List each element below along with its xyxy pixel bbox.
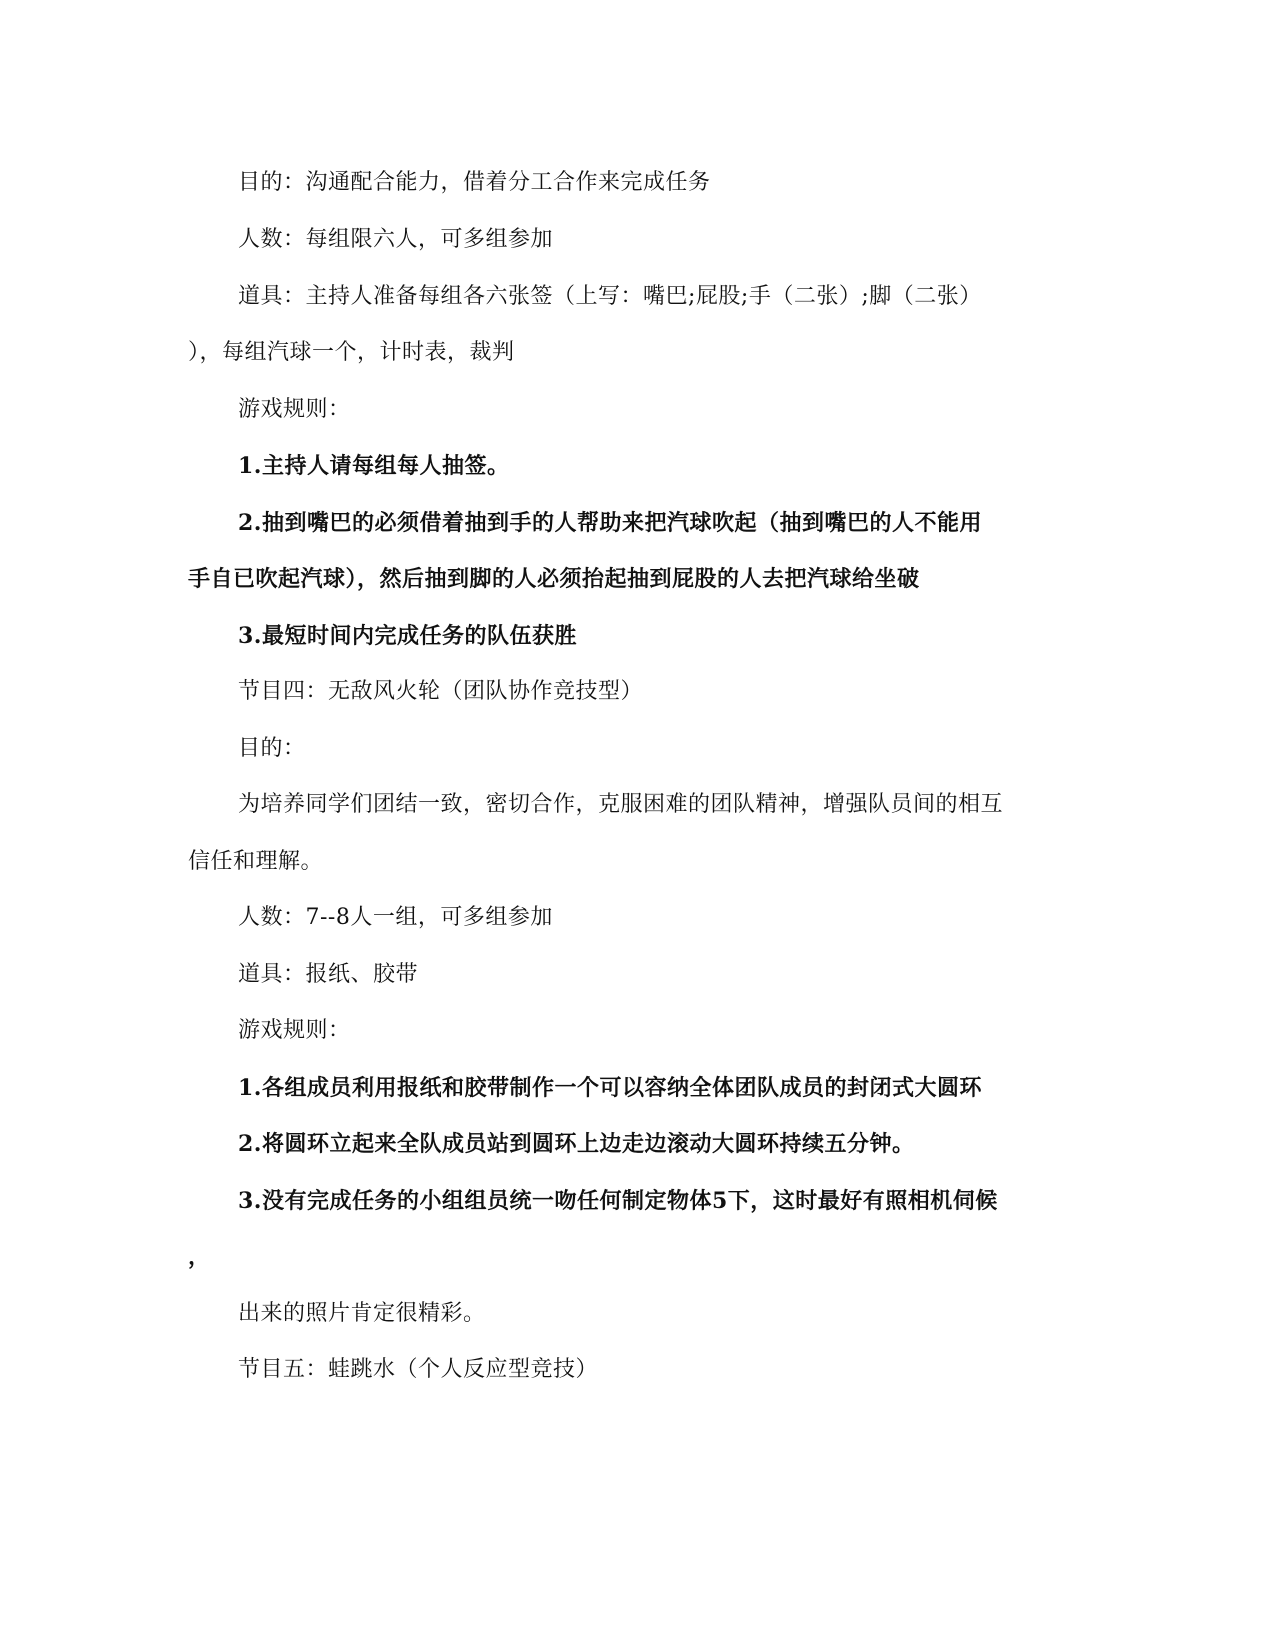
props-line: 道具：主持人准备每组各六张签（上写：嘴巴;屁股;手（二张）;脚（二张） xyxy=(238,284,982,309)
purpose-heading: 目的： xyxy=(238,736,306,761)
rule-1-b: 1.各组成员利用报纸和胶带制作一个可以容纳全体团队成员的封闭式大圆环 xyxy=(238,1075,982,1101)
rule-1: 1.主持人请每组每人抽签。 xyxy=(238,453,510,479)
purpose-text-continued: 信任和理解。 xyxy=(188,849,324,874)
program-4-title: 节目四：无敌风火轮（团队协作竞技型） xyxy=(238,679,644,704)
program-5-title: 节目五：蛙跳水（个人反应型竞技） xyxy=(238,1357,599,1382)
props-line-2: 道具：报纸、胶带 xyxy=(238,962,419,987)
rule-2-continued: 手自已吹起汽球），然后抽到脚的人必须抬起抽到屁股的人去把汽球给坐破 xyxy=(188,566,920,592)
rule-3: 3.最短时间内完成任务的队伍获胜 xyxy=(238,623,577,649)
rule-3-b-comma: ， xyxy=(188,1244,211,1270)
participants-line-2: 人数：7--8人一组，可多组参加 xyxy=(238,905,553,930)
rule-3-b: 3.没有完成任务的小组组员统一吻任何制定物体5下，这时最好有照相机伺候 xyxy=(238,1188,998,1214)
rule-2-b: 2.将圆环立起来全队成员站到圆环上边走边滚动大圆环持续五分钟。 xyxy=(238,1131,915,1157)
rules-heading: 游戏规则： xyxy=(238,397,351,422)
props-line-continued: ），每组汽球一个，计时表，裁判 xyxy=(188,340,515,365)
participants-line: 人数：每组限六人，可多组参加 xyxy=(238,227,554,252)
purpose-line: 目的：沟通配合能力，借着分工合作来完成任务 xyxy=(238,170,711,195)
purpose-text: 为培养同学们团结一致，密切合作，克服困难的团队精神，增强队员间的相互 xyxy=(238,792,1004,817)
rule-3-b-continued: 出来的照片肯定很精彩。 xyxy=(238,1301,486,1326)
rules-heading-2: 游戏规则： xyxy=(238,1018,351,1043)
rule-2: 2.抽到嘴巴的必须借着抽到手的人帮助来把汽球吹起（抽到嘴巴的人不能用 xyxy=(238,510,982,536)
